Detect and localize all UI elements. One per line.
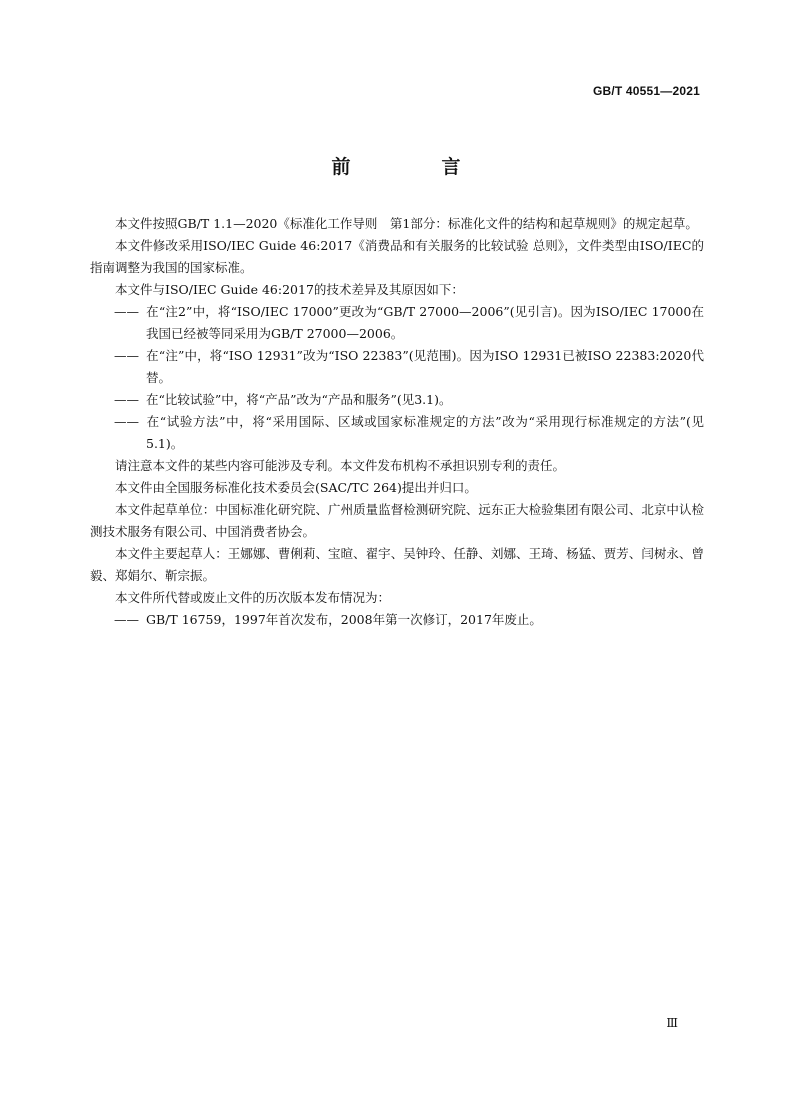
dash-item-text: 在“比较试验”中，将“产品”改为“产品和服务”(见3.1)。 <box>146 392 452 407</box>
standard-code: GB/T 40551—2021 <box>592 84 700 98</box>
dash-item-text: 在“试验方法”中，将“采用国际、区域或国家标准规定的方法”改为“采用现行标准规定的方法”(见5.1)。 <box>146 414 704 451</box>
paragraph-committee: 本文件由全国服务标准化技术委员会(SAC/TC 264)提出并归口。 <box>115 480 477 495</box>
dash-item-text: 在“注2”中，将“ISO/IEC 17000”更改为“GB/T 27000—2006”(见引言)。因为ISO/IEC 17000在我国已经被等同采用为GB/T 27000—2006。 <box>146 304 704 341</box>
dash-item-2 <box>90 345 704 389</box>
dash-mark: —— <box>114 414 139 429</box>
dash-mark: —— <box>114 612 139 627</box>
dash-mark: —— <box>114 392 139 407</box>
dash-item-4 <box>90 411 704 455</box>
paragraph-differences-intro: 本文件与ISO/IEC Guide 46:2017的技术差异及其原因如下： <box>115 282 464 297</box>
page-number: Ⅲ <box>666 1016 678 1030</box>
paragraph-drafting-rules: 本文件按照GB/T 1.1—2020《标准化工作导则 第1部分：标准化文件的结构和起草规则》的规定起草。 <box>115 216 698 231</box>
paragraph-versions-intro: 本文件所代替或废止文件的历次版本发布情况为： <box>115 590 391 605</box>
dash-item-1 <box>90 301 704 345</box>
dash-mark: —— <box>114 348 139 363</box>
paragraph-drafting-units: 本文件起草单位：中国标准化研究院、广州质量监督检测研究院、远东正大检验集团有限公司、北京中认检测技术服务有限公司、中国消费者协会。 <box>90 502 704 539</box>
paragraph-patent-notice: 请注意本文件的某些内容可能涉及专利。本文件发布机构不承担识别专利的责任。 <box>115 458 566 473</box>
dash-mark: —— <box>114 304 139 319</box>
page-title: 前 言 <box>331 156 497 178</box>
foreword-content <box>90 213 704 631</box>
paragraph-drafters: 本文件主要起草人：王娜娜、曹俐莉、宝暄、翟宇、吴钟玲、任静、刘娜、王琦、杨猛、贾芳、闫树永、曾毅、郑娟尔、靳宗振。 <box>90 546 704 583</box>
dash-item-5 <box>90 609 704 631</box>
dash-item-3 <box>90 389 704 411</box>
dash-item-text: 在“注”中，将“ISO 12931”改为“ISO 22383”(见范围)。因为ISO 12931已被ISO 22383:2020代替。 <box>146 348 704 385</box>
dash-item-text: GB/T 16759，1997年首次发布，2008年第一次修订，2017年废止。 <box>146 612 542 627</box>
paragraph-adoption: 本文件修改采用ISO/IEC Guide 46:2017《消费品和有关服务的比较试验 总则》，文件类型由ISO/IEC的指南调整为我国的国家标准。 <box>90 238 704 275</box>
